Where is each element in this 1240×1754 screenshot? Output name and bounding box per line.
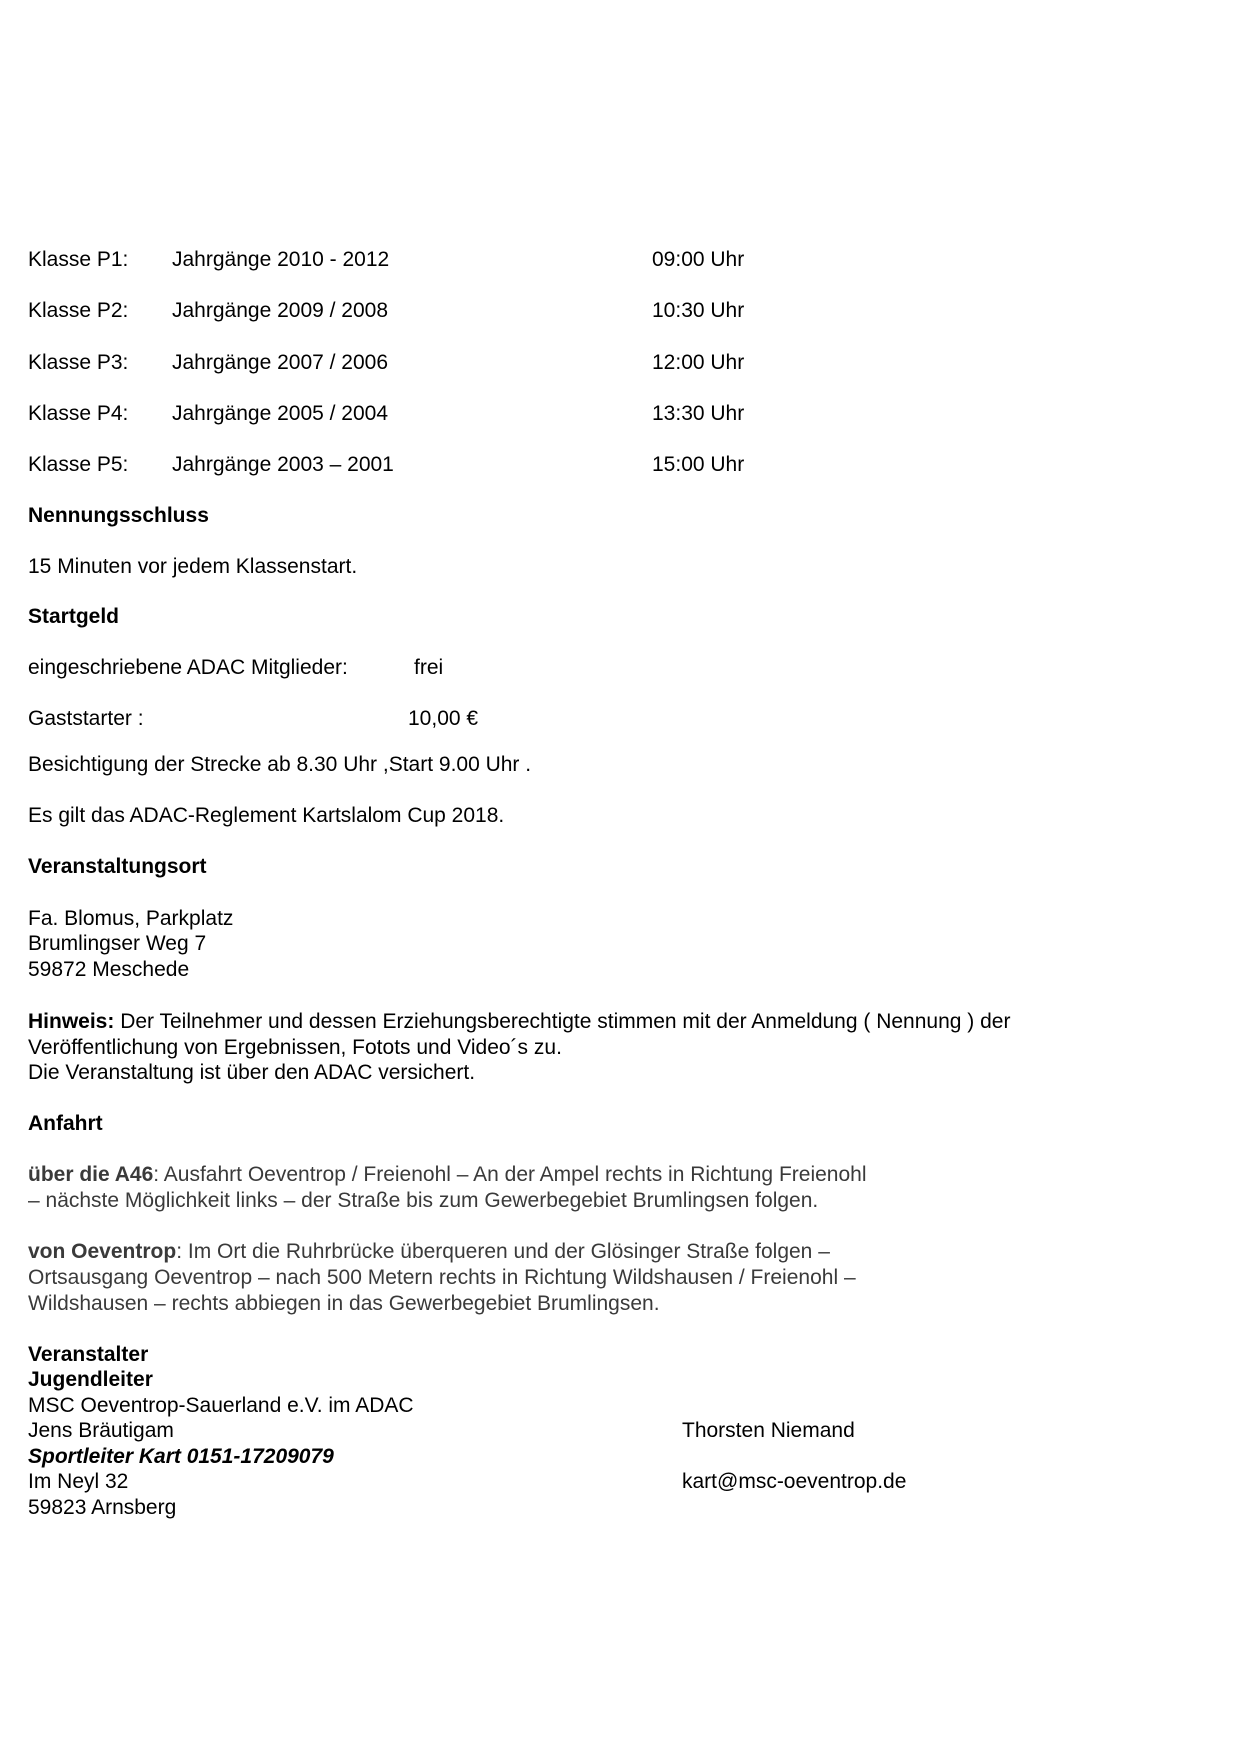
class-p5-time: 15:00 Uhr	[652, 453, 745, 476]
youth-leader-name: Jens Bräutigam	[28, 1419, 174, 1442]
directions-oev-label: von Oeventrop	[28, 1240, 177, 1263]
venue-line-3: 59872 Meschede	[28, 958, 190, 981]
class-p3-years: Jahrgänge 2007 / 2006	[172, 351, 389, 374]
organizer-street: Im Neyl 32	[28, 1470, 129, 1493]
venue-line-2: Brumlingser Weg 7	[28, 932, 207, 955]
directions-oev-text-1: : Im Ort die Ruhrbrücke überqueren und der Glösinger Straße folgen –	[176, 1240, 830, 1263]
class-p5-years: Jahrgänge 2003 – 2001	[172, 453, 394, 476]
organizer-heading: Veranstalter	[28, 1343, 149, 1366]
notice-line-1	[28, 1009, 1010, 1034]
notice-line-3: Die Veranstaltung ist über den ADAC versichert.	[28, 1061, 476, 1084]
directions-a46-label: über die A46	[28, 1163, 154, 1186]
class-p2-years: Jahrgänge 2009 / 2008	[172, 299, 389, 322]
class-p1-label: Klasse P1:	[28, 248, 129, 271]
members-fee: frei	[414, 656, 444, 679]
nennungsschluss-heading: Nennungsschluss	[28, 504, 209, 527]
guest-fee: 10,00 €	[408, 707, 479, 730]
class-p3-label: Klasse P3:	[28, 351, 129, 374]
guest-label: Gaststarter :	[28, 707, 144, 730]
directions-a46-line-2: – nächste Möglichkeit links – der Straße bis zum Gewerbegebiet Brumlingsen folgen.	[28, 1189, 819, 1212]
inspection-text: Besichtigung der Strecke ab 8.30 Uhr ,Start 9.00 Uhr .	[28, 753, 532, 776]
contact-email: kart@msc-oeventrop.de	[682, 1470, 907, 1493]
contact-name: Thorsten Niemand	[682, 1419, 855, 1442]
sport-leader-line: Sportleiter Kart 0151-17209079	[28, 1445, 334, 1468]
class-p5-label: Klasse P5:	[28, 453, 129, 476]
directions-heading: Anfahrt	[28, 1112, 103, 1135]
members-label: eingeschriebene ADAC Mitglieder:	[28, 656, 348, 679]
notice-text-1: Der Teilnehmer und dessen Erziehungsberechtigte stimmen mit der Anmeldung ( Nennung ) der	[114, 1010, 1011, 1033]
class-p4-time: 13:30 Uhr	[652, 402, 745, 425]
class-p4-label: Klasse P4:	[28, 402, 129, 425]
notice-line-2: Veröffentlichung von Ergebnissen, Fotots und Video´s zu.	[28, 1036, 562, 1059]
directions-oev-line-2: Ortsausgang Oeventrop – nach 500 Metern rechts in Richtung Wildshausen / Freienohl –	[28, 1266, 856, 1289]
directions-oev-line-1	[28, 1239, 830, 1264]
youth-heading: Jugendleiter	[28, 1368, 153, 1391]
directions-oev-line-3: Wildshausen – rechts abbiegen in das Gewerbegebiet Brumlingsen.	[28, 1292, 660, 1315]
notice-label: Hinweis:	[28, 1010, 115, 1033]
rules-text: Es gilt das ADAC-Reglement Kartslalom Cup 2018.	[28, 804, 505, 827]
venue-line-1: Fa. Blomus, Parkplatz	[28, 907, 234, 930]
class-p1-years: Jahrgänge 2010 - 2012	[172, 248, 390, 271]
class-p2-label: Klasse P2:	[28, 299, 129, 322]
class-p4-years: Jahrgänge 2005 / 2004	[172, 402, 389, 425]
class-p2-time: 10:30 Uhr	[652, 299, 745, 322]
startgeld-heading: Startgeld	[28, 605, 120, 628]
nennungsschluss-text: 15 Minuten vor jedem Klassenstart.	[28, 555, 358, 578]
organizer-city: 59823 Arnsberg	[28, 1496, 177, 1519]
venue-heading: Veranstaltungsort	[28, 855, 207, 878]
class-p1-time: 09:00 Uhr	[652, 248, 745, 271]
club-name: MSC Oeventrop-Sauerland e.V. im ADAC	[28, 1394, 414, 1417]
directions-a46-text-1: : Ausfahrt Oeventrop / Freienohl – An der Ampel rechts in Richtung Freienohl	[153, 1163, 867, 1186]
class-p3-time: 12:00 Uhr	[652, 351, 745, 374]
directions-a46-line-1	[28, 1162, 867, 1187]
